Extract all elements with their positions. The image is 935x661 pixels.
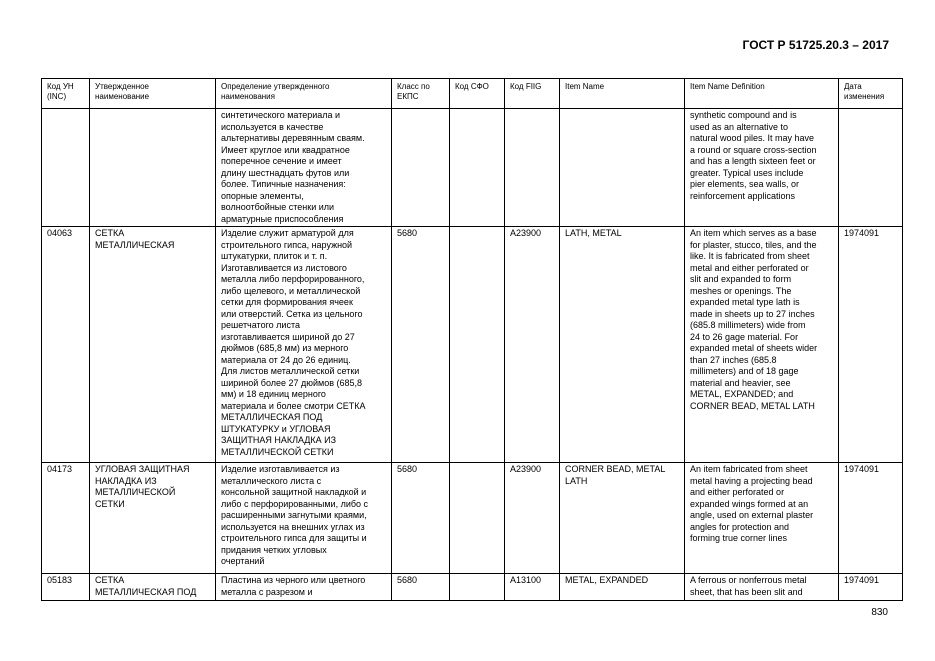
- cell-item-name-definition: synthetic compound and is used as an alternative to natural wood piles. It may have a round or square cross-section and has a length sixteen feet or greater. Typical uses include pier elements, sea walls, or reinforcement applications: [685, 109, 839, 227]
- table-row: [42, 227, 903, 463]
- cell-ekps-class: 5680: [392, 463, 450, 574]
- cell-fiig-code: A23900: [505, 227, 560, 463]
- page-number: 830: [871, 607, 888, 618]
- nomenclature-table: [41, 78, 903, 601]
- column-header-fiig-code: Код FIIG: [505, 79, 560, 109]
- cell-item-name: LATH, METAL: [560, 227, 685, 463]
- cell-approved-name: [90, 109, 216, 227]
- cell-item-name: CORNER BEAD, METAL LATH: [560, 463, 685, 574]
- cell-fiig-code: A13100: [505, 574, 560, 601]
- cell-inc: 05183: [42, 574, 90, 601]
- cell-ekps-class: 5680: [392, 574, 450, 601]
- cell-sfo-code: [450, 227, 505, 463]
- document-standard-header: ГОСТ Р 51725.20.3 – 2017: [742, 38, 889, 52]
- cell-approved-name: СЕТКА МЕТАЛЛИЧЕСКАЯ: [90, 227, 216, 463]
- cell-approved-name: УГЛОВАЯ ЗАЩИТНАЯ НАКЛАДКА ИЗ МЕТАЛЛИЧЕСКОЙ СЕТКИ: [90, 463, 216, 574]
- column-header-item-name: Item Name: [560, 79, 685, 109]
- cell-change-date: 1974091: [839, 463, 903, 574]
- cell-item-name-definition: An item which serves as a base for plaster, stucco, tiles, and the like. It is fabricated from sheet metal and either perforated or slit and expanded to form meshes or openings. The expanded metal type lath is made in sheets up to 27 inches (685.8 millimeters) wide from 24 to 26 gage material. For expanded metal of sheets wider than 27 inches (685.8 millimeters) and of 18 gage material and heavier, see METAL, EXPANDED; and CORNER BEAD, METAL LATH: [685, 227, 839, 463]
- cell-item-name-definition: An item fabricated from sheet metal having a projecting bead and either perforated or expanded wings formed at an angle, used on external plaster angles for protection and forming true corner lines: [685, 463, 839, 574]
- cell-change-date: 1974091: [839, 574, 903, 601]
- cell-inc: 04173: [42, 463, 90, 574]
- table-row: [42, 109, 903, 227]
- cell-definition-ru: Пластина из черного или цветного металла с разрезом и: [216, 574, 392, 601]
- cell-ekps-class: [392, 109, 450, 227]
- table-row: [42, 574, 903, 601]
- cell-change-date: [839, 109, 903, 227]
- cell-definition-ru: Изделие служит арматурой для строительного гипса, наружной штукатурки, плиток и т. п. Изготавливается из листового металла либо перфорированного, либо щелевого, и металлической сетки для формирования ячеек или отверстий. Сетка из цельного решетчатого листа изготавливается шириной до 27 дюймов (685,8 мм) из мерного материала от 24 до 26 единиц. Для листов металлической сетки шириной более 27 дюймов (685,8 мм) и 18 единиц мерного материала и более смотри СЕТКА МЕТАЛЛИЧЕСКАЯ ПОД ШТУКАТУРКУ и УГЛОВАЯ ЗАЩИТНАЯ НАКЛАДКА ИЗ МЕТАЛЛИЧЕСКОЙ СЕТКИ: [216, 227, 392, 463]
- cell-inc: [42, 109, 90, 227]
- cell-definition-ru: синтетического материала и используется в качестве альтернативы деревянным сваям. Имеет круглое или квадратное поперечное сечение и имеет длину шестнадцать футов или более. Типичные назначения: опорные элементы, волноотбойные стенки или арматурные приспособления: [216, 109, 392, 227]
- column-header-definition-ru: Определение утвержденного наименования: [216, 79, 392, 109]
- cell-sfo-code: [450, 574, 505, 601]
- cell-fiig-code: [505, 109, 560, 227]
- cell-item-name-definition: A ferrous or nonferrous metal sheet, that has been slit and: [685, 574, 839, 601]
- table-row: [42, 463, 903, 574]
- column-header-ekps-class: Класс по ЕКПС: [392, 79, 450, 109]
- cell-item-name: [560, 109, 685, 227]
- cell-item-name: METAL, EXPANDED: [560, 574, 685, 601]
- table-header-row: [42, 79, 903, 109]
- cell-definition-ru: Изделие изготавливается из металлического листа с консольной защитной накладкой и либо с перфорированными, либо с расширенными загнутыми краями, используется на внешних углах из строительного гипса для защиты и придания четких угловых очертаний: [216, 463, 392, 574]
- cell-sfo-code: [450, 463, 505, 574]
- column-header-inc: Код УН (INC): [42, 79, 90, 109]
- cell-fiig-code: A23900: [505, 463, 560, 574]
- column-header-item-name-definition: Item Name Definition: [685, 79, 839, 109]
- column-header-sfo-code: Код СФО: [450, 79, 505, 109]
- column-header-change-date: Дата изменения: [839, 79, 903, 109]
- cell-ekps-class: 5680: [392, 227, 450, 463]
- cell-inc: 04063: [42, 227, 90, 463]
- cell-approved-name: СЕТКА МЕТАЛЛИЧЕСКАЯ ПОД: [90, 574, 216, 601]
- cell-change-date: 1974091: [839, 227, 903, 463]
- column-header-approved-name: Утвержденное наименование: [90, 79, 216, 109]
- cell-sfo-code: [450, 109, 505, 227]
